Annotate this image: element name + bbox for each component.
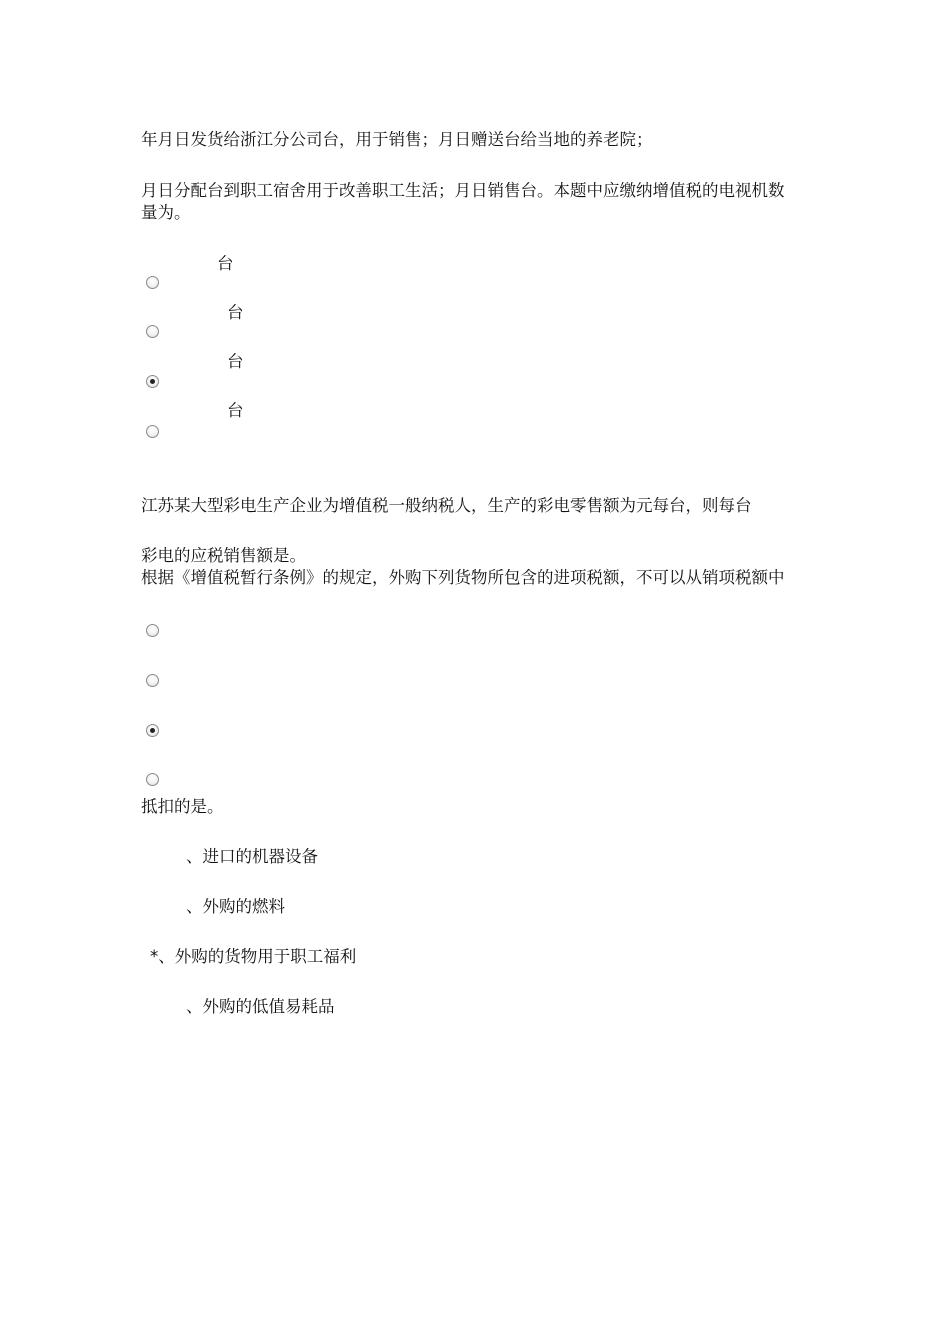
question2-line2: 彩电的应税销售额是。 bbox=[141, 546, 306, 565]
question1-line1: 年月日发货给浙江分公司台，用于销售；月日赠送台给当地的养老院； bbox=[141, 130, 653, 149]
question1-option-a-label: 台 bbox=[217, 254, 234, 273]
question2-line1: 江苏某大型彩电生产企业为增值税一般纳税人，生产的彩电零售额为元每台，则每台 bbox=[141, 496, 752, 515]
question1-option-b-label: 台 bbox=[227, 303, 244, 322]
question3-line2: 抵扣的是。 bbox=[141, 797, 224, 816]
question1-option-d-radio[interactable] bbox=[146, 425, 159, 438]
question3-option-d-label: 、外购的低值易耗品 bbox=[186, 997, 335, 1016]
question1-option-c-radio[interactable] bbox=[146, 375, 159, 388]
question1-line3: 量为。 bbox=[141, 203, 191, 222]
question1-option-a-radio[interactable] bbox=[146, 276, 159, 289]
question3-option-c-label: *、外购的货物用于职工福利 bbox=[150, 947, 357, 966]
question1-line2: 月日分配台到职工宿舍用于改善职工生活；月日销售台。本题中应缴纳增值税的电视机数 bbox=[141, 181, 785, 200]
question1-option-d-label: 台 bbox=[227, 401, 244, 420]
question3-option-c-radio[interactable] bbox=[146, 724, 159, 737]
question3-line1: 根据《增值税暂行条例》的规定，外购下列货物所包含的进项税额，不可以从销项税额中 bbox=[141, 568, 785, 587]
question3-option-a-radio[interactable] bbox=[146, 624, 159, 637]
question3-option-d-radio[interactable] bbox=[146, 773, 159, 786]
question3-option-b-label: 、外购的燃料 bbox=[186, 897, 285, 916]
question1-option-b-radio[interactable] bbox=[146, 325, 159, 338]
question3-option-a-label: 、进口的机器设备 bbox=[186, 847, 318, 866]
question3-option-b-radio[interactable] bbox=[146, 674, 159, 687]
question1-option-c-label: 台 bbox=[227, 352, 244, 371]
